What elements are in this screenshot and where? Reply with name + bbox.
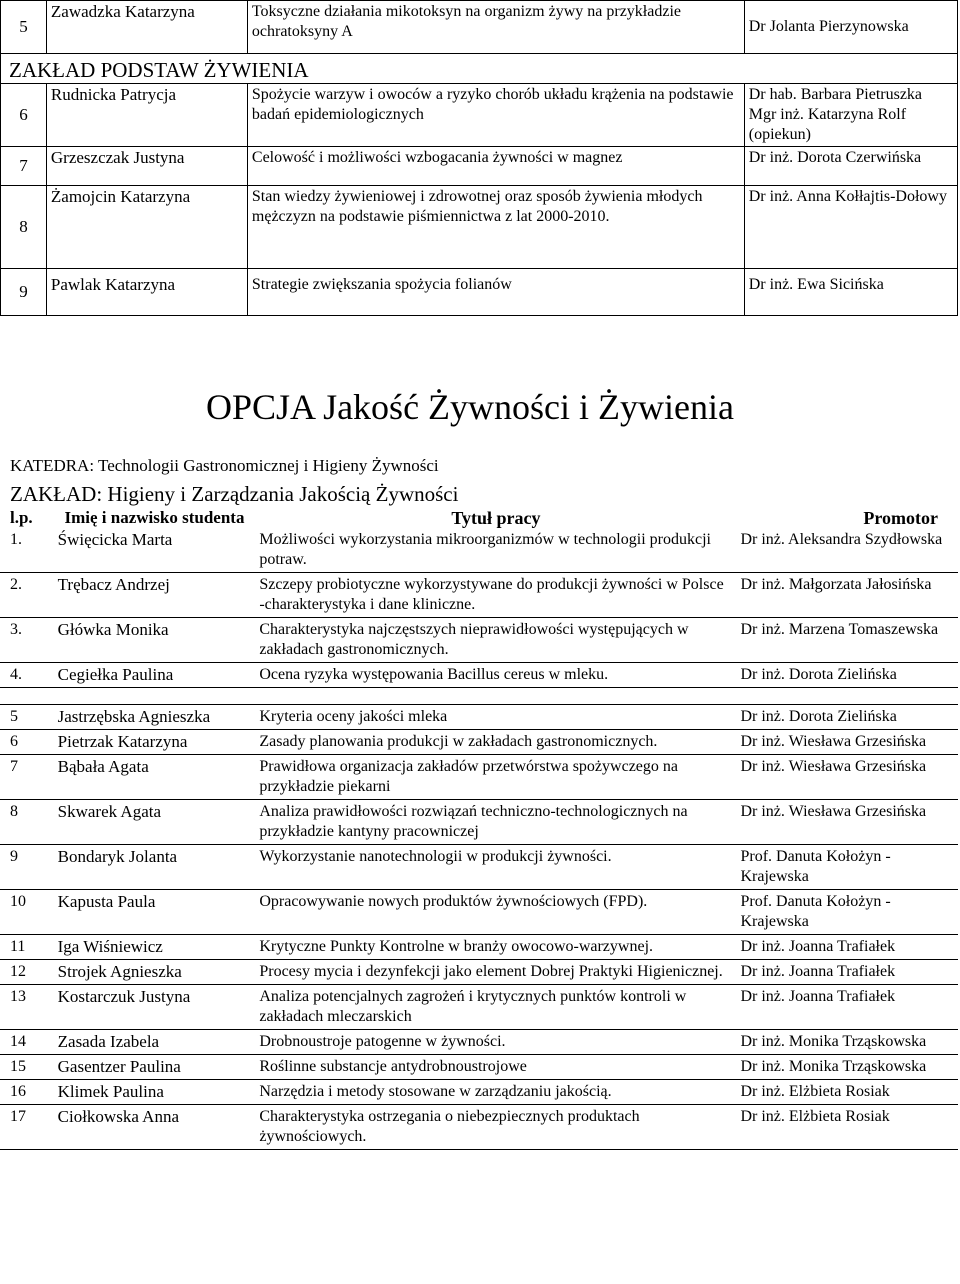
promotor: Dr inż. Małgorzata Jałosińska — [736, 573, 958, 618]
row-number: 3. — [0, 618, 54, 663]
thesis-title: Możliwości wykorzystania mikroorganizmów w technologii produkcji potraw. — [255, 528, 736, 573]
promotor: Dr inż. Elżbieta Rosiak — [736, 1105, 958, 1150]
row-number: 8 — [1, 186, 47, 269]
thesis-table-body — [0, 508, 958, 1150]
table-row — [0, 663, 958, 688]
promotor: Dr inż. Dorota Zielińska — [736, 663, 958, 688]
table-row — [0, 800, 958, 845]
table-row — [1, 1, 958, 54]
promotor: Dr inż. Joanna Trafiałek — [736, 985, 958, 1030]
table-row — [1, 186, 958, 269]
table-row — [0, 705, 958, 730]
promotor: Dr inż. Wiesława Grzesińska — [736, 730, 958, 755]
thesis-title: Drobnoustroje patogenne w żywności. — [255, 1030, 736, 1055]
thesis-title: Wykorzystanie nanotechnologii w produkcji żywności. — [255, 845, 736, 890]
promotor: Dr inż. Marzena Tomaszewska — [736, 618, 958, 663]
table-row — [0, 730, 958, 755]
student-name: Kapusta Paula — [54, 890, 256, 935]
promotor: Dr inż. Aleksandra Szydłowska — [736, 528, 958, 573]
promotor: Dr inż. Anna Kołłajtis-Dołowy — [744, 186, 957, 269]
student-name: Ciołkowska Anna — [54, 1105, 256, 1150]
thesis-title: Charakterystyka ostrzegania o niebezpiecznych produktach żywnościowych. — [255, 1105, 736, 1150]
student-name: Jastrzębska Agnieszka — [54, 705, 256, 730]
table-row — [0, 528, 958, 573]
thesis-title: Roślinne substancje antydrobnoustrojowe — [255, 1055, 736, 1080]
promotor: Prof. Danuta Kołożyn - Krajewska — [736, 845, 958, 890]
thesis-title: Celowość i możliwości wzbogacania żywności w magnez — [247, 147, 744, 186]
row-number: 10 — [0, 890, 54, 935]
header-promotor: Promotor — [863, 508, 938, 528]
thesis-title: Zasady planowania produkcji w zakładach gastronomicznych. — [255, 730, 736, 755]
student-name: Bondaryk Jolanta — [54, 845, 256, 890]
promotor: Dr inż. Dorota Zielińska — [736, 705, 958, 730]
promotor: Prof. Danuta Kołożyn - Krajewska — [736, 890, 958, 935]
thesis-title: Krytyczne Punkty Kontrolne w branży owocowo-warzywnej. — [255, 935, 736, 960]
spacer-row — [0, 688, 958, 705]
student-name: Skwarek Agata — [54, 800, 256, 845]
promotor: Dr inż. Monika Trząskowska — [736, 1030, 958, 1055]
row-number: 7 — [1, 147, 47, 186]
table-row — [0, 935, 958, 960]
table-row — [0, 1080, 958, 1105]
row-number: 14 — [0, 1030, 54, 1055]
table-header-row — [0, 508, 958, 528]
promotor: Dr inż. Dorota Czerwińska — [744, 147, 957, 186]
student-name: Zasada Izabela — [54, 1030, 256, 1055]
thesis-title: Szczepy probiotyczne wykorzystywane do produkcji żywności w Polsce -charakterystyka i dane kliniczne. — [255, 573, 736, 618]
promotor: Dr inż. Elżbieta Rosiak — [736, 1080, 958, 1105]
student-name: Strojek Agnieszka — [54, 960, 256, 985]
promotor: Dr inż. Monika Trząskowska — [736, 1055, 958, 1080]
thesis-title: Ocena ryzyka występowania Bacillus cereus w mleku. — [255, 663, 736, 688]
thesis-title: Spożycie warzyw i owoców a ryzyko chorób układu krążenia na podstawie badań epidemiologicznych — [247, 84, 744, 147]
thesis-title: Narzędzia i metody stosowane w zarządzaniu jakością. — [255, 1080, 736, 1105]
table-row — [0, 618, 958, 663]
student-name: Święcicka Marta — [54, 528, 256, 573]
section-heading: ZAKŁAD PODSTAW ŻYWIENIA — [1, 54, 958, 84]
promotor: Dr inż. Wiesława Grzesińska — [736, 800, 958, 845]
table-row — [0, 960, 958, 985]
row-number: 4. — [0, 663, 54, 688]
thesis-title: Kryteria oceny jakości mleka — [255, 705, 736, 730]
table-row — [0, 755, 958, 800]
thesis-table — [0, 508, 958, 1150]
row-number: 8 — [0, 800, 54, 845]
student-name: Pietrzak Katarzyna — [54, 730, 256, 755]
row-number: 6 — [1, 84, 47, 147]
row-number: 5 — [1, 1, 47, 54]
row-number: 6 — [0, 730, 54, 755]
student-name: Trębacz Andrzej — [54, 573, 256, 618]
promotor: Dr inż. Ewa Sicińska — [744, 269, 957, 316]
student-name: Gasentzer Paulina — [54, 1055, 256, 1080]
student-name: Cegiełka Paulina — [54, 663, 256, 688]
thesis-title: Procesy mycia i dezynfekcji jako element Dobrej Praktyki Higienicznej. — [255, 960, 736, 985]
student-name: Klimek Paulina — [54, 1080, 256, 1105]
spacer-cell — [0, 688, 958, 705]
student-name: Żamojcin Katarzyna — [46, 186, 247, 269]
table-row — [0, 1105, 958, 1150]
table-row — [0, 890, 958, 935]
header-name: Imię i nazwisko studenta — [64, 508, 245, 527]
row-number: 15 — [0, 1055, 54, 1080]
department-heading: KATEDRA: Technologii Gastronomicznej i Higieny Żywności — [10, 456, 439, 475]
promotor: Dr inż. Wiesława Grzesińska — [736, 755, 958, 800]
row-number: 2. — [0, 573, 54, 618]
row-number: 1. — [0, 528, 54, 573]
promotor: Dr inż. Joanna Trafiałek — [736, 935, 958, 960]
row-number: 9 — [0, 845, 54, 890]
row-number: 9 — [1, 269, 47, 316]
row-number: 12 — [0, 960, 54, 985]
student-name: Główka Monika — [54, 618, 256, 663]
student-name: Bąbała Agata — [54, 755, 256, 800]
table-row — [0, 845, 958, 890]
student-name: Pawlak Katarzyna — [46, 269, 247, 316]
header-title: Tytuł pracy — [451, 508, 541, 528]
table-row — [1, 84, 958, 147]
thesis-title: Toksyczne działania mikotoksyn na organizm żywy na przykładzie ochratoksyny A — [247, 1, 744, 54]
promotor: Dr inż. Joanna Trafiałek — [736, 960, 958, 985]
upper-table-body — [1, 1, 958, 316]
student-name: Iga Wiśniewicz — [54, 935, 256, 960]
header-lp: l.p. — [10, 508, 33, 527]
thesis-title: Analiza prawidłowości rozwiązań techniczno-technologicznych na przykładzie kantyny pracowniczej — [255, 800, 736, 845]
row-number: 7 — [0, 755, 54, 800]
unit-heading: ZAKŁAD: Higieny i Zarządzania Jakością Żywności — [10, 482, 459, 506]
table-row — [1, 269, 958, 316]
student-name: Rudnicka Patrycja — [46, 84, 247, 147]
promotor: Dr Jolanta Pierzynowska — [744, 1, 957, 54]
student-name: Kostarczuk Justyna — [54, 985, 256, 1030]
thesis-title: Stan wiedzy żywieniowej i zdrowotnej oraz sposób żywienia młodych mężczyzn na podstawie piśmiennictwa z lat 2000-2010. — [247, 186, 744, 269]
student-name: Zawadzka Katarzyna — [46, 1, 247, 54]
row-number: 13 — [0, 985, 54, 1030]
thesis-title: Charakterystyka najczęstszych nieprawidłowości występujących w zakładach gastronomicznych. — [255, 618, 736, 663]
thesis-title: Analiza potencjalnych zagrożeń i krytycznych punktów kontroli w zakładach mleczarskich — [255, 985, 736, 1030]
upper-table — [0, 0, 958, 316]
table-row — [0, 1055, 958, 1080]
table-row — [1, 147, 958, 186]
thesis-title: Opracowywanie nowych produktów żywnościowych (FPD). — [255, 890, 736, 935]
row-number: 17 — [0, 1105, 54, 1150]
table-row — [0, 985, 958, 1030]
student-name: Grzeszczak Justyna — [46, 147, 247, 186]
option-title: OPCJA Jakość Żywności i Żywienia — [206, 387, 734, 427]
thesis-title: Prawidłowa organizacja zakładów przetwórstwa spożywczego na przykładzie piekarni — [255, 755, 736, 800]
row-number: 5 — [0, 705, 54, 730]
table-row — [0, 1030, 958, 1055]
table-row — [0, 573, 958, 618]
section-heading-row — [1, 54, 958, 84]
row-number: 11 — [0, 935, 54, 960]
promotor: Dr hab. Barbara Pietruszka Mgr inż. Katarzyna Rolf (opiekun) — [744, 84, 957, 147]
thesis-title: Strategie zwiększania spożycia folianów — [247, 269, 744, 316]
row-number: 16 — [0, 1080, 54, 1105]
